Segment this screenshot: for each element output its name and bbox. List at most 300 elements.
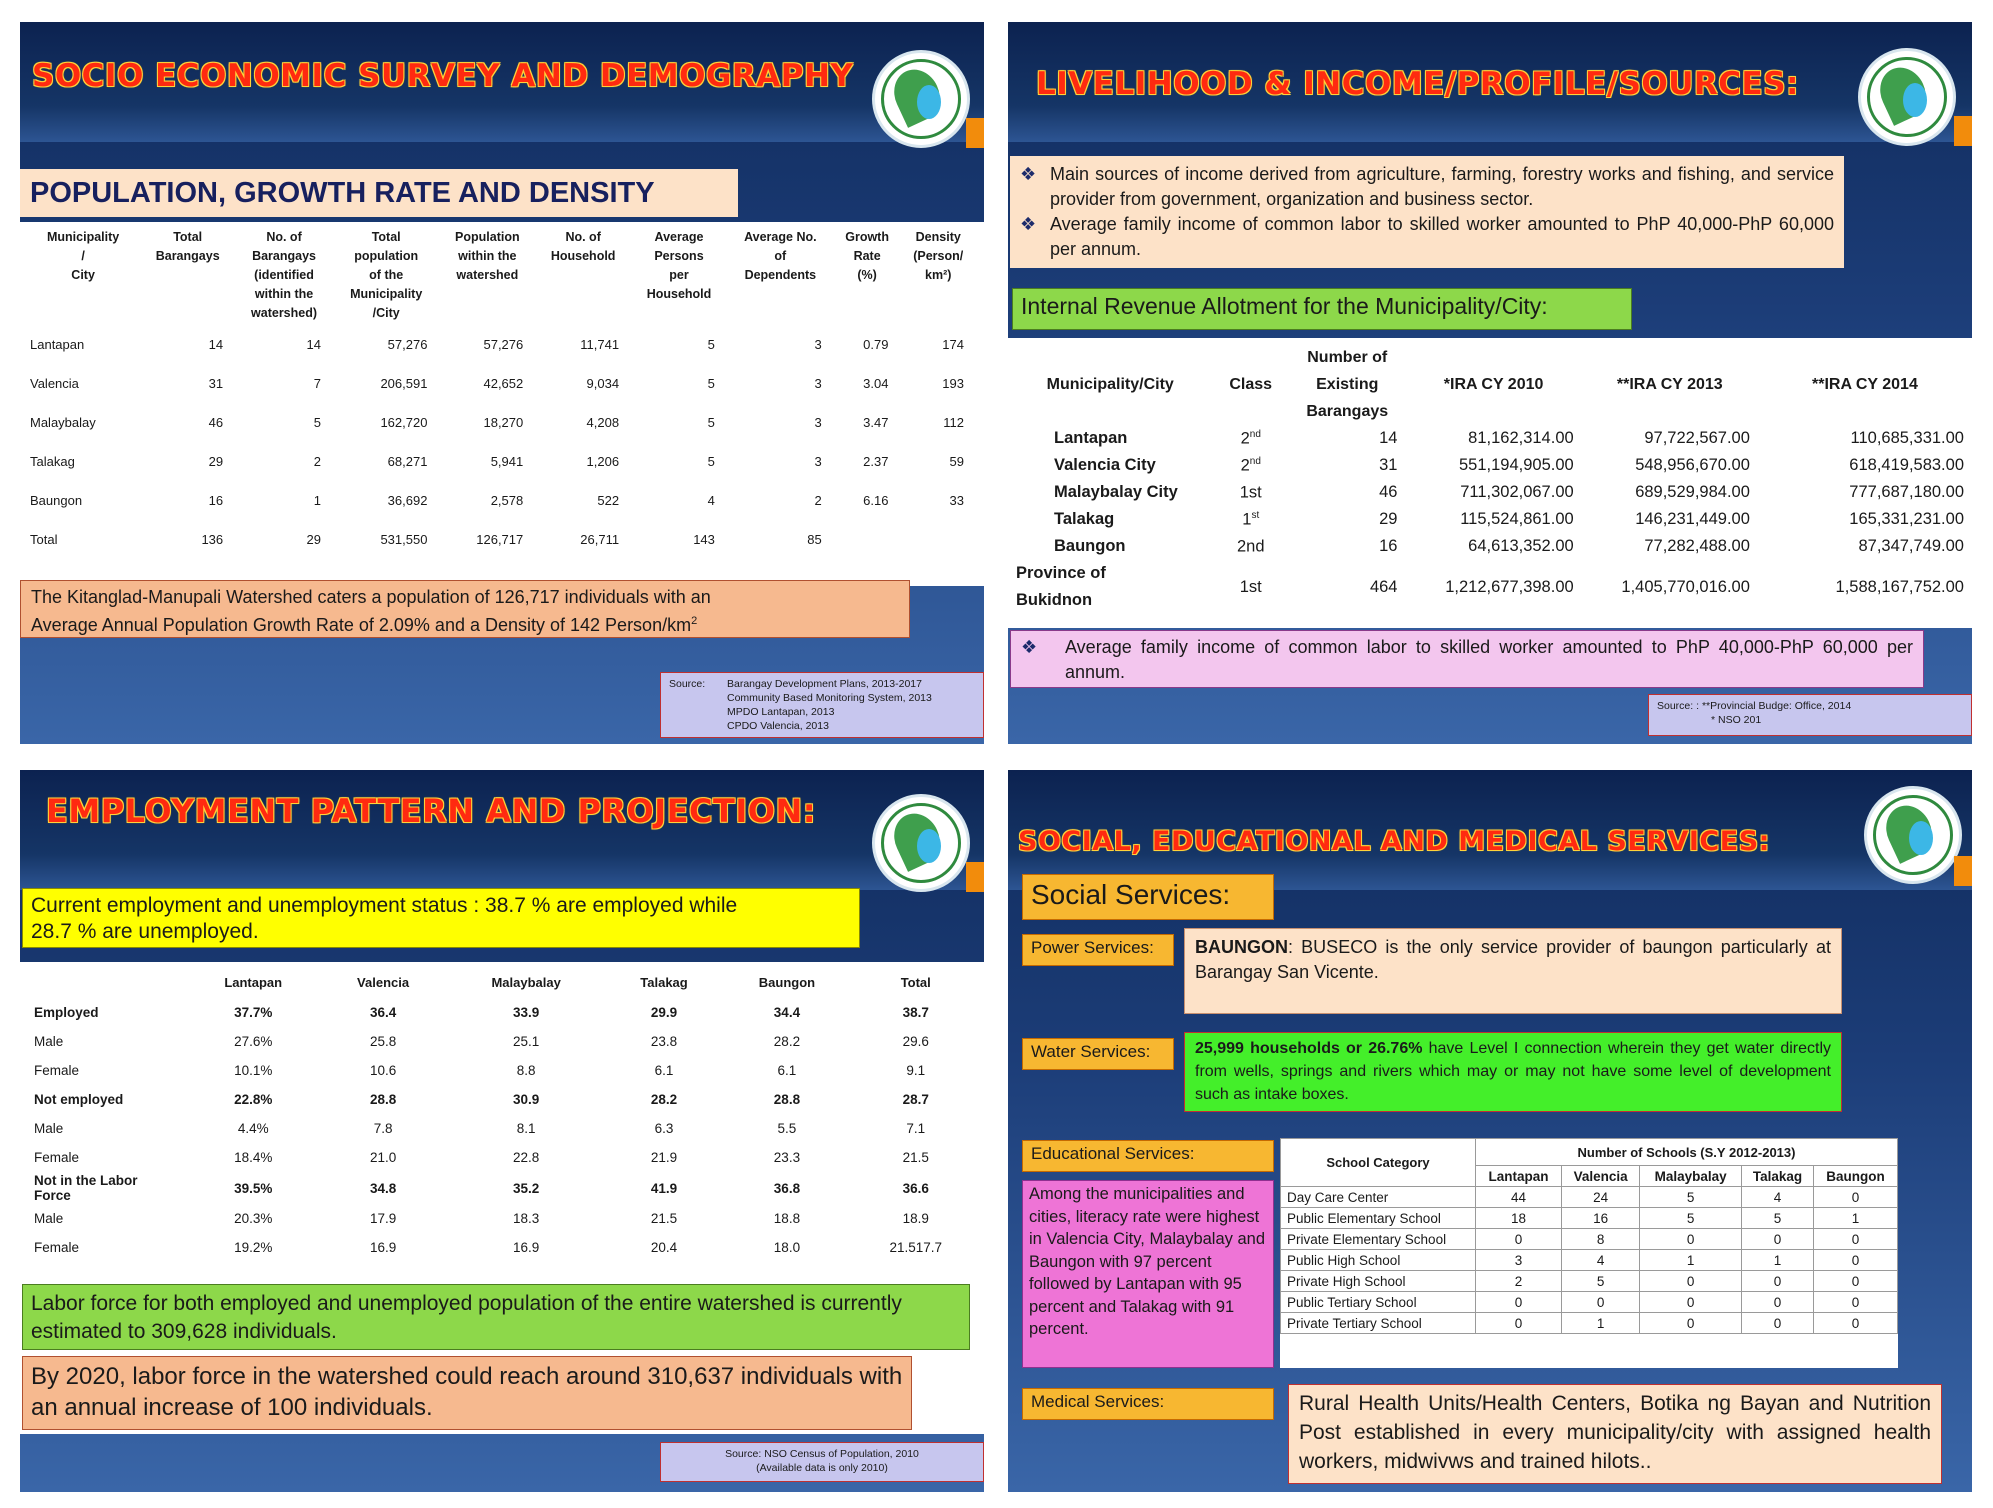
population-row bbox=[26, 442, 976, 481]
employment-cell: 8.1 bbox=[516, 1121, 536, 1136]
school-category: Private Elementary School bbox=[1281, 1229, 1476, 1250]
ira-barangays: 31 bbox=[1379, 456, 1398, 474]
employment-col-header: Total bbox=[900, 974, 931, 990]
employment-cell: 6.1 bbox=[654, 1063, 674, 1078]
summary-superscript: 2 bbox=[691, 615, 698, 627]
employment-row bbox=[26, 1233, 978, 1262]
population-cell: 112 bbox=[943, 415, 964, 430]
population-cell: 14 bbox=[306, 337, 321, 352]
population-cell: 16 bbox=[208, 493, 224, 508]
employment-table bbox=[26, 966, 978, 1262]
province-ira-2013: 1,405,770,016.00 bbox=[1621, 577, 1750, 596]
ira-class bbox=[1212, 452, 1289, 479]
employment-cell: 21.0 bbox=[369, 1150, 397, 1165]
school-count: 5 bbox=[1640, 1208, 1742, 1229]
employment-cell: 7.1 bbox=[906, 1121, 926, 1136]
ira-2013: 97,722,567.00 bbox=[1644, 429, 1750, 447]
school-count: 0 bbox=[1742, 1292, 1814, 1313]
school-count: 0 bbox=[1640, 1229, 1742, 1250]
ira-barangays: 29 bbox=[1379, 510, 1398, 528]
employment-cell: 10.6 bbox=[369, 1063, 397, 1078]
school-count: 4 bbox=[1742, 1187, 1814, 1208]
population-cell: 46 bbox=[208, 415, 224, 430]
population-cell: Baungon bbox=[30, 493, 83, 508]
schools-count-header: Number of Schools (S.Y 2012-2013) bbox=[1476, 1139, 1898, 1166]
ira-municipality: Talakag bbox=[1054, 510, 1115, 528]
population-cell: 2,578 bbox=[490, 493, 524, 508]
ira-municipality: Malaybalay City bbox=[1054, 483, 1178, 501]
ira-row-province bbox=[1008, 560, 1972, 614]
population-cell: 26,711 bbox=[580, 532, 620, 547]
population-cell: 143 bbox=[693, 532, 715, 547]
school-count: 4 bbox=[1562, 1250, 1640, 1271]
population-cell: 5,941 bbox=[490, 454, 524, 469]
bullet-icon: ❖ bbox=[1020, 214, 1037, 234]
population-cell: 14 bbox=[208, 337, 224, 352]
population-col-header: Growth Rate (%) bbox=[845, 230, 889, 282]
ira-class-value: 2 bbox=[1240, 456, 1250, 475]
school-count: 0 bbox=[1742, 1313, 1814, 1334]
school-category: Private High School bbox=[1281, 1271, 1476, 1292]
power-services-label: Power Services: bbox=[1022, 934, 1174, 966]
population-col-header: Municipality / City bbox=[47, 230, 120, 282]
ira-2010: 115,524,861.00 bbox=[1460, 510, 1574, 528]
income-bullet-1: Main sources of income derived from agriculture, farming, forestry works and fishing, and service provider from government, organization and business sector. bbox=[1050, 164, 1834, 209]
population-cell: 7 bbox=[313, 376, 321, 391]
school-count: 1 bbox=[1562, 1313, 1640, 1334]
employment-cell: 25.1 bbox=[513, 1034, 540, 1049]
employment-cell: 36.8 bbox=[773, 1180, 801, 1196]
employment-cell: Male bbox=[34, 1121, 64, 1136]
employment-cell: 21.9 bbox=[650, 1150, 678, 1165]
population-cell: 2 bbox=[814, 493, 822, 508]
employment-cell: 34.4 bbox=[773, 1005, 801, 1020]
ira-municipality: Baungon bbox=[1054, 537, 1126, 555]
employment-cell: 23.3 bbox=[773, 1150, 801, 1165]
employment-cell: 18.4% bbox=[234, 1150, 273, 1165]
employment-cell: 36.4 bbox=[369, 1005, 397, 1020]
slide-title: SOCIO ECONOMIC SURVEY AND DEMOGRAPHY bbox=[32, 58, 854, 94]
employment-cell: 25.8 bbox=[369, 1034, 397, 1049]
ira-class bbox=[1212, 506, 1289, 533]
school-category: Public Tertiary School bbox=[1281, 1292, 1476, 1313]
ira-2014: 87,347,749.00 bbox=[1858, 537, 1964, 555]
school-count: 5 bbox=[1640, 1187, 1742, 1208]
employment-cell: 7.8 bbox=[373, 1121, 393, 1136]
school-row bbox=[1281, 1271, 1898, 1292]
orange-accent bbox=[966, 118, 984, 148]
employment-col-header: Lantapan bbox=[224, 974, 283, 990]
power-provider-area: BAUNGON bbox=[1195, 937, 1288, 957]
employment-cell: 41.9 bbox=[650, 1180, 678, 1196]
school-row bbox=[1281, 1313, 1898, 1334]
ira-2013: 146,231,449.00 bbox=[1635, 510, 1750, 528]
source-line: MPDO Lantapan, 2013 bbox=[727, 706, 835, 718]
power-services-text: : BUSECO is the only service provider of baungon particularly at Barangay San Vicente. bbox=[1195, 937, 1831, 982]
projection-box: By 2020, labor force in the watershed could reach around 310,637 individuals with an annual increase of 100 individuals. bbox=[22, 1356, 912, 1430]
school-category: Public Elementary School bbox=[1281, 1208, 1476, 1229]
employment-cell: 16.9 bbox=[513, 1240, 540, 1255]
col-barangays: Number of Existing Barangays bbox=[1306, 349, 1389, 420]
medical-services-label: Medical Services: bbox=[1022, 1388, 1274, 1420]
employment-cell: 21.517.7 bbox=[889, 1240, 943, 1255]
school-col-header: Valencia bbox=[1562, 1166, 1640, 1187]
population-col-header: No. of Barangays (identified within the watershed) bbox=[251, 230, 318, 320]
population-row bbox=[26, 364, 976, 403]
population-cell: 29 bbox=[306, 532, 321, 547]
col-ira-2010: *IRA CY 2010 bbox=[1443, 376, 1544, 393]
employment-cell: 20.3% bbox=[234, 1211, 273, 1226]
ira-class-suffix: nd bbox=[1249, 455, 1261, 467]
population-cell: 5 bbox=[707, 337, 715, 352]
employment-cell: 20.4 bbox=[650, 1240, 678, 1255]
population-cell: 18,270 bbox=[483, 415, 524, 430]
population-cell: 42,652 bbox=[483, 376, 524, 391]
employment-cell: 19.2% bbox=[234, 1240, 273, 1255]
employment-cell: 28.2 bbox=[650, 1092, 678, 1107]
employment-cell: 33.9 bbox=[513, 1005, 540, 1020]
population-heading bbox=[20, 169, 738, 217]
school-count: 0 bbox=[1813, 1250, 1897, 1271]
school-count: 1 bbox=[1640, 1250, 1742, 1271]
population-row bbox=[26, 403, 976, 442]
employment-cell: 8.8 bbox=[516, 1063, 536, 1078]
population-cell: Total bbox=[30, 532, 58, 547]
employment-col-header: Baungon bbox=[758, 974, 816, 990]
school-row bbox=[1281, 1292, 1898, 1313]
population-summary bbox=[20, 580, 910, 638]
school-count: 0 bbox=[1640, 1292, 1742, 1313]
population-col-header: Total population of the Municipality /City bbox=[350, 230, 423, 320]
educational-services-label: Educational Services: bbox=[1022, 1140, 1274, 1172]
social-services-heading: Social Services: bbox=[1022, 874, 1274, 920]
employment-cell: 17.9 bbox=[369, 1211, 397, 1226]
orange-accent bbox=[966, 862, 984, 892]
ira-2013: 77,282,488.00 bbox=[1644, 537, 1750, 555]
col-municipality: Municipality/City bbox=[1046, 376, 1174, 393]
ira-class-value: 1st bbox=[1239, 483, 1262, 502]
school-row bbox=[1281, 1250, 1898, 1271]
source-line: Source: NSO Census of Population, 2010 bbox=[725, 1448, 919, 1460]
employment-col-header bbox=[26, 966, 185, 998]
power-services-box bbox=[1184, 928, 1842, 1014]
school-count: 44 bbox=[1476, 1187, 1562, 1208]
school-count: 0 bbox=[1742, 1229, 1814, 1250]
school-count: 0 bbox=[1813, 1229, 1897, 1250]
employment-row bbox=[26, 1143, 978, 1172]
school-category: Day Care Center bbox=[1281, 1187, 1476, 1208]
slide-title: SOCIAL, EDUCATIONAL AND MEDICAL SERVICES: bbox=[1018, 826, 1770, 857]
population-cell: 57,276 bbox=[387, 337, 428, 352]
population-cell: 31 bbox=[208, 376, 224, 391]
population-cell: 59 bbox=[949, 454, 964, 469]
ira-class-suffix: st bbox=[1251, 509, 1260, 521]
ira-row bbox=[1008, 479, 1972, 506]
population-cell: 5 bbox=[707, 415, 715, 430]
employment-cell: 18.9 bbox=[902, 1211, 929, 1226]
school-count: 0 bbox=[1562, 1292, 1640, 1313]
population-cell: 2 bbox=[313, 454, 321, 469]
ira-2010: 711,302,067.00 bbox=[1460, 483, 1574, 501]
school-count: 0 bbox=[1813, 1187, 1897, 1208]
schools-table-panel bbox=[1280, 1138, 1898, 1368]
population-cell bbox=[834, 520, 901, 559]
ira-2013: 548,956,670.00 bbox=[1635, 456, 1750, 474]
employment-cell: 37.7% bbox=[234, 1005, 273, 1020]
population-cell: 3 bbox=[814, 337, 822, 352]
population-cell: 1,206 bbox=[586, 454, 620, 469]
col-ira-2013: **IRA CY 2013 bbox=[1616, 376, 1723, 393]
slide-title: LIVELIHOOD & INCOME/PROFILE/SOURCES: bbox=[1036, 66, 1799, 102]
source-label: Source: bbox=[669, 678, 706, 690]
population-col-header: Total Barangays bbox=[155, 230, 220, 263]
summary-line-1: The Kitanglad-Manupali Watershed caters a population of 126,717 individuals with an bbox=[31, 587, 711, 607]
school-count: 0 bbox=[1813, 1292, 1897, 1313]
population-cell: 5 bbox=[707, 376, 715, 391]
ira-row bbox=[1008, 506, 1972, 533]
population-cell: 206,591 bbox=[380, 376, 428, 391]
school-count: 1 bbox=[1742, 1250, 1814, 1271]
population-cell: 29 bbox=[208, 454, 224, 469]
employment-cell: Female bbox=[34, 1240, 80, 1255]
school-count: 3 bbox=[1476, 1250, 1562, 1271]
population-row bbox=[26, 325, 976, 364]
status-line-2: 28.7 % are unemployed. bbox=[31, 920, 259, 943]
school-count: 0 bbox=[1476, 1292, 1562, 1313]
source-line: Community Based Monitoring System, 2013 bbox=[727, 692, 932, 704]
source-line: * NSO 201 bbox=[1711, 714, 1762, 726]
population-cell: Talakag bbox=[30, 454, 75, 469]
province-class: 1st bbox=[1239, 577, 1262, 596]
school-count: 1 bbox=[1813, 1208, 1897, 1229]
school-col-header: Baungon bbox=[1813, 1166, 1897, 1187]
population-cell: 9,034 bbox=[586, 376, 620, 391]
ira-row bbox=[1008, 452, 1972, 479]
literacy-box: Among the municipalities and cities, literacy rate were highest in Valencia City, Malaybalay and Baungon with 97 percent followed by Lantapan with 95 percent and Talakag with 91 percent. bbox=[1022, 1180, 1274, 1368]
population-cell: 4 bbox=[707, 493, 715, 508]
employment-col-header: Malaybalay bbox=[491, 974, 561, 990]
labor-force-box: Labor force for both employed and unemployed population of the entire watershed is currently estimated to 309,628 individuals. bbox=[22, 1284, 970, 1350]
source-line: Barangay Development Plans, 2013-2017 bbox=[727, 678, 922, 690]
water-services-text: have Level I connection wherein they get water directly from wells, springs and rivers which may or may not have some level of development such as intake boxes. bbox=[1195, 1040, 1832, 1103]
employment-cell: 5.5 bbox=[777, 1121, 797, 1136]
population-cell: 36,692 bbox=[387, 493, 428, 508]
slide-services bbox=[1008, 770, 1972, 1492]
watershed-logo bbox=[1858, 48, 1956, 146]
status-line-1: Current employment and unemployment status : 38.7 % are employed while bbox=[31, 894, 738, 917]
ira-barangays: 46 bbox=[1379, 483, 1398, 501]
employment-cell: Male bbox=[34, 1211, 64, 1226]
population-cell: 85 bbox=[807, 532, 822, 547]
population-col-header: No. of Household bbox=[550, 230, 616, 263]
employment-cell: 35.2 bbox=[513, 1180, 540, 1196]
ira-heading: Internal Revenue Allotment for the Municipality/City: bbox=[1012, 288, 1632, 330]
population-col-header: Population within the watershed bbox=[455, 230, 520, 282]
ira-2014: 777,687,180.00 bbox=[1849, 483, 1964, 501]
employment-cell: 10.1% bbox=[234, 1063, 273, 1078]
population-table-panel bbox=[20, 222, 984, 586]
school-col-header: Lantapan bbox=[1476, 1166, 1562, 1187]
ira-class bbox=[1212, 533, 1289, 560]
watershed-logo bbox=[872, 50, 970, 148]
population-cell: 3.04 bbox=[863, 376, 889, 391]
water-services-box bbox=[1184, 1032, 1842, 1112]
employment-cell: 18.8 bbox=[773, 1211, 801, 1226]
average-income-text: Average family income of common labor to skilled worker amounted to PhP 40,000-PhP 60,000 per annum. bbox=[1065, 637, 1913, 682]
employment-cell: 18.0 bbox=[773, 1240, 801, 1255]
school-count: 24 bbox=[1562, 1187, 1640, 1208]
employment-cell: 21.5 bbox=[650, 1211, 678, 1226]
employment-cell: 28.2 bbox=[773, 1034, 801, 1049]
school-count: 0 bbox=[1476, 1313, 1562, 1334]
col-ira-2014: **IRA CY 2014 bbox=[1812, 376, 1918, 393]
employment-col-header: Valencia bbox=[357, 974, 410, 990]
ira-2014: 618,419,583.00 bbox=[1849, 456, 1964, 474]
slide-employment bbox=[20, 770, 984, 1492]
employment-cell: 16.9 bbox=[369, 1240, 397, 1255]
ira-barangays: 16 bbox=[1379, 537, 1398, 555]
source-box bbox=[1648, 694, 1972, 736]
school-col-header: Talakag bbox=[1742, 1166, 1814, 1187]
school-row bbox=[1281, 1229, 1898, 1250]
population-cell: 5 bbox=[313, 415, 321, 430]
province-name-line-2: Bukidnon bbox=[1016, 591, 1093, 609]
orange-accent bbox=[1954, 856, 1972, 886]
employment-cell: 28.8 bbox=[773, 1092, 801, 1107]
source-line: (Available data is only 2010) bbox=[756, 1462, 888, 1474]
school-category-header: School Category bbox=[1281, 1139, 1476, 1187]
population-cell: 3 bbox=[814, 415, 822, 430]
ira-barangays: 14 bbox=[1379, 429, 1398, 447]
ira-2014: 165,331,231.00 bbox=[1849, 510, 1964, 528]
employment-cell: 30.9 bbox=[513, 1092, 540, 1107]
employment-row bbox=[26, 1085, 978, 1114]
school-count: 0 bbox=[1742, 1271, 1814, 1292]
employment-cell: Female bbox=[34, 1063, 80, 1078]
employment-cell: Female bbox=[34, 1150, 80, 1165]
employment-cell: Employed bbox=[34, 1005, 99, 1020]
province-barangays: 464 bbox=[1369, 577, 1398, 596]
watershed-logo bbox=[872, 794, 970, 892]
population-cell: 174 bbox=[942, 337, 964, 352]
population-col-header: Density (Person/ km²) bbox=[913, 230, 964, 282]
employment-cell: 4.4% bbox=[237, 1121, 269, 1136]
source-line: CPDO Valencia, 2013 bbox=[727, 720, 829, 732]
ira-class-value: 1 bbox=[1242, 510, 1252, 529]
ira-class bbox=[1212, 479, 1289, 506]
school-count: 8 bbox=[1562, 1229, 1640, 1250]
ira-class-value: 2 bbox=[1240, 429, 1250, 448]
population-cell: 1 bbox=[313, 493, 321, 508]
employment-cell: 39.5% bbox=[234, 1180, 273, 1196]
ira-2010: 551,194,905.00 bbox=[1458, 456, 1574, 474]
bullet-icon: ❖ bbox=[1021, 637, 1038, 657]
school-col-header: Malaybalay bbox=[1640, 1166, 1742, 1187]
population-cell: 3 bbox=[814, 376, 822, 391]
school-category: Private Tertiary School bbox=[1281, 1313, 1476, 1334]
employment-cell: 29.9 bbox=[650, 1005, 678, 1020]
employment-cell: 27.6% bbox=[234, 1034, 273, 1049]
water-households: 25,999 households or 26.76% bbox=[1195, 1040, 1423, 1057]
school-count: 0 bbox=[1476, 1229, 1562, 1250]
slide-socio-economic bbox=[20, 22, 984, 744]
population-cell: Valencia bbox=[30, 376, 79, 391]
school-category: Public High School bbox=[1281, 1250, 1476, 1271]
ira-2010: 81,162,314.00 bbox=[1468, 429, 1574, 447]
employment-row bbox=[26, 1114, 978, 1143]
employment-cell: 6.3 bbox=[654, 1121, 674, 1136]
population-row bbox=[26, 481, 976, 520]
population-cell: 5 bbox=[707, 454, 715, 469]
population-cell: 136 bbox=[201, 532, 224, 547]
source-line: Source: : **Provincial Budge: Office, 2014 bbox=[1657, 700, 1852, 712]
average-income-box bbox=[1010, 630, 1924, 688]
employment-cell: 9.1 bbox=[906, 1063, 926, 1078]
school-count: 0 bbox=[1813, 1271, 1897, 1292]
employment-cell: Not in the Labor Force bbox=[34, 1173, 138, 1203]
province-ira-2014: 1,588,167,752.00 bbox=[1835, 577, 1964, 596]
population-cell: 33 bbox=[949, 493, 964, 508]
ira-2014: 110,685,331.00 bbox=[1850, 429, 1964, 447]
slide-livelihood bbox=[1008, 22, 1972, 744]
population-col-header: Average No. of Dependents bbox=[744, 230, 817, 282]
employment-cell: 29.6 bbox=[902, 1034, 929, 1049]
population-cell: 162,720 bbox=[380, 415, 428, 430]
income-bullet-2: Average family income of common labor to skilled worker amounted to PhP 40,000-PhP 60,000 per annum. bbox=[1050, 214, 1834, 259]
employment-cell: Not employed bbox=[34, 1092, 124, 1107]
population-cell: Malaybalay bbox=[30, 415, 96, 430]
col-class: Class bbox=[1229, 376, 1273, 393]
ira-class bbox=[1212, 425, 1289, 452]
source-box bbox=[660, 1442, 984, 1482]
school-count: 5 bbox=[1742, 1208, 1814, 1229]
population-cell: 6.16 bbox=[863, 493, 889, 508]
source-box bbox=[660, 672, 984, 738]
school-count: 0 bbox=[1813, 1313, 1897, 1334]
school-count: 5 bbox=[1562, 1271, 1640, 1292]
province-ira-2010: 1,212,677,398.00 bbox=[1445, 577, 1574, 596]
employment-row bbox=[26, 1172, 978, 1204]
population-cell: 126,717 bbox=[476, 532, 524, 547]
employment-col-header: Talakag bbox=[640, 974, 688, 990]
population-heading-text: POPULATION, GROWTH RATE AND DENSITY bbox=[30, 177, 655, 209]
ira-table-panel bbox=[1008, 338, 1972, 628]
slide-header bbox=[20, 770, 984, 890]
employment-cell: 22.8% bbox=[234, 1092, 273, 1107]
employment-row bbox=[26, 998, 978, 1027]
school-row bbox=[1281, 1208, 1898, 1229]
employment-cell: Male bbox=[34, 1034, 64, 1049]
employment-cell: 18.3 bbox=[513, 1211, 540, 1226]
population-row bbox=[26, 520, 976, 559]
population-cell: 3.47 bbox=[863, 415, 889, 430]
population-cell: 4,208 bbox=[586, 415, 620, 430]
population-cell bbox=[900, 520, 976, 559]
population-cell: 2.37 bbox=[863, 454, 889, 469]
employment-cell: 23.8 bbox=[650, 1034, 678, 1049]
employment-cell: 28.8 bbox=[369, 1092, 397, 1107]
school-count: 0 bbox=[1640, 1313, 1742, 1334]
orange-accent bbox=[1954, 116, 1972, 146]
income-sources-box bbox=[1010, 156, 1844, 268]
ira-2013: 689,529,984.00 bbox=[1635, 483, 1750, 501]
ira-class-value: 2nd bbox=[1236, 537, 1265, 556]
ira-municipality: Valencia City bbox=[1054, 456, 1156, 474]
ira-2010: 64,613,352.00 bbox=[1468, 537, 1574, 555]
employment-row bbox=[26, 1204, 978, 1233]
school-row bbox=[1281, 1187, 1898, 1208]
school-count: 0 bbox=[1640, 1271, 1742, 1292]
